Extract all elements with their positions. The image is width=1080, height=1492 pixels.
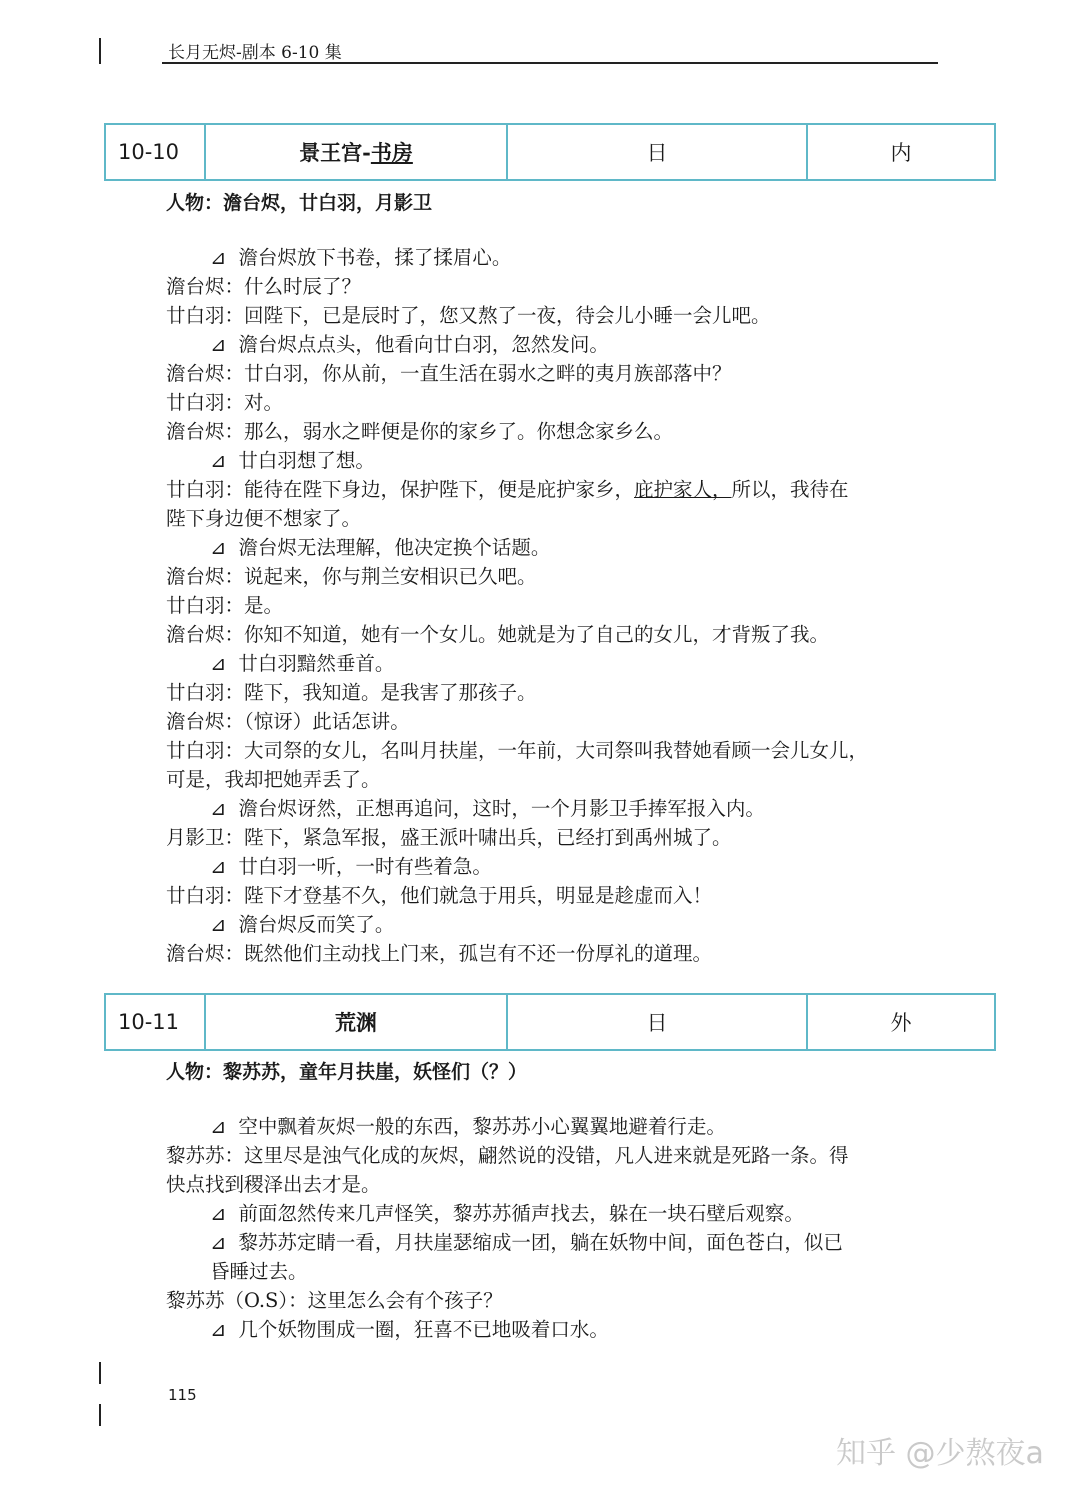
underlined-text: 庇护家人， xyxy=(634,478,732,501)
dialogue-line: 澹台烬：那么，弱水之畔便是你的家乡了。你想念家乡么。 xyxy=(166,420,674,443)
dialogue-line: 澹台烬：什么时辰了？ xyxy=(166,275,362,298)
action-line: ⊿ 澹台烬无法理解，他决定换个话题。 xyxy=(210,536,551,559)
action-line: ⊿ 澹台烬点点头，他看向廿白羽，忽然发问。 xyxy=(210,333,609,356)
page-number: 115 xyxy=(168,1386,197,1404)
action-line: ⊿ 空中飘着灰烬一般的东西，黎苏苏小心翼翼地避着行走。 xyxy=(210,1115,726,1138)
scene-location: 荒渊 xyxy=(206,995,508,1049)
action-line: ⊿ 廿白羽想了想。 xyxy=(210,449,375,472)
dialogue-line: 快点找到稷泽出去才是。 xyxy=(166,1173,381,1196)
dialogue-line: 黎苏苏：这里尽是浊气化成的灰烬，翩然说的没错，凡人进来就是死路一条。得 xyxy=(166,1144,849,1167)
action-marker-icon: ⊿ xyxy=(210,1115,227,1138)
action-line: ⊿ 澹台烬放下书卷，揉了揉眉心。 xyxy=(210,246,512,269)
scene-time: 日 xyxy=(508,995,808,1049)
action-marker-icon: ⊿ xyxy=(210,536,227,559)
scene-time: 日 xyxy=(508,125,808,179)
margin-mark-top xyxy=(99,38,101,64)
scene-characters: 人物：澹台烬，廿白羽，月影卫 xyxy=(166,192,433,214)
dialogue-line: 廿白羽：大司祭的女儿，名叫月扶崖，一年前，大司祭叫我替她看顾一会儿女儿， xyxy=(166,739,869,762)
action-line-continued: 昏睡过去。 xyxy=(210,1260,308,1283)
dialogue-line: 陛下身边便不想家了。 xyxy=(166,507,362,530)
action-line: ⊿ 廿白羽一听，一时有些着急。 xyxy=(210,855,492,878)
scene-body-10-10 xyxy=(166,243,946,968)
action-marker-icon: ⊿ xyxy=(210,333,227,356)
watermark: 知乎 @少熬夜a xyxy=(836,1436,1044,1471)
action-marker-icon: ⊿ xyxy=(210,913,227,936)
action-marker-icon: ⊿ xyxy=(210,1202,227,1225)
action-marker-icon: ⊿ xyxy=(210,1318,227,1341)
scene-characters: 人物：黎苏苏，童年月扶崖，妖怪们（？） xyxy=(166,1061,528,1083)
action-line: ⊿ 澹台烬讶然，正想再追问，这时，一个月影卫手捧军报入内。 xyxy=(210,797,765,820)
header-title: 长月无烬-剧本 6-10 集 xyxy=(168,43,342,63)
scene-interior-exterior: 内 xyxy=(890,141,912,165)
header-rule xyxy=(162,62,938,64)
action-marker-icon: ⊿ xyxy=(210,449,227,472)
action-line: ⊿ 廿白羽黯然垂首。 xyxy=(210,652,395,675)
dialogue-line: 廿白羽：回陛下，已是辰时了，您又熬了一夜，待会儿小睡一会儿吧。 xyxy=(166,304,771,327)
scene-heading-10-11 xyxy=(104,993,996,1051)
scene-location xyxy=(206,125,508,179)
action-marker-icon: ⊿ xyxy=(210,246,227,269)
scene-location-sub: 书房 xyxy=(370,140,413,165)
action-line: ⊿ 几个妖物围成一圈，狂喜不已地吸着口水。 xyxy=(210,1318,609,1341)
dialogue-line: 廿白羽：陛下才登基不久，他们就急于用兵，明显是趁虚而入！ xyxy=(166,884,713,907)
scene-body-10-11 xyxy=(166,1112,946,1344)
dialogue-line: 澹台烬：你知不知道，她有一个女儿。她就是为了自己的女儿，才背叛了我。 xyxy=(166,623,830,646)
dialogue-line: 澹台烬：廿白羽，你从前，一直生活在弱水之畔的夷月族部落中？ xyxy=(166,362,732,385)
dialogue-line: 廿白羽：对。 xyxy=(166,391,284,414)
dialogue-line: 黎苏苏（O.S）：这里怎么会有个孩子？ xyxy=(166,1289,503,1312)
action-line: ⊿ 黎苏苏定睛一看，月扶崖瑟缩成一团，躺在妖物中间，面色苍白，似已 xyxy=(210,1231,843,1254)
scene-number: 10-11 xyxy=(106,995,206,1049)
action-marker-icon: ⊿ xyxy=(210,855,227,878)
action-marker-icon: ⊿ xyxy=(210,1231,227,1254)
scene-number: 10-10 xyxy=(106,125,206,179)
dialogue-line: 澹台烬：（惊讶）此话怎讲。 xyxy=(166,710,410,733)
action-marker-icon: ⊿ xyxy=(210,797,227,820)
scene-heading-10-10 xyxy=(104,123,996,181)
dialogue-line: 可是，我却把她弄丢了。 xyxy=(166,768,381,791)
action-line: ⊿ 前面忽然传来几声怪笑，黎苏苏循声找去，躲在一块石壁后观察。 xyxy=(210,1202,804,1225)
scene-location-main: 景王宫- xyxy=(299,140,371,165)
dialogue-line: 廿白羽：能待在陛下身边，保护陛下，便是庇护家乡，庇护家人，所以，我待在 xyxy=(166,478,849,501)
dialogue-line: 澹台烬：说起来，你与荆兰安相识已久吧。 xyxy=(166,565,537,588)
scene-interior-exterior: 外 xyxy=(890,1011,912,1035)
dialogue-line: 月影卫：陛下，紧急军报，盛王派叶啸出兵，已经打到禹州城了。 xyxy=(166,826,732,849)
action-marker-icon: ⊿ xyxy=(210,652,227,675)
dialogue-line: 廿白羽：陛下，我知道。是我害了那孩子。 xyxy=(166,681,537,704)
dialogue-line: 廿白羽：是。 xyxy=(166,594,284,617)
margin-mark-bottom-1 xyxy=(99,1362,101,1384)
dialogue-line: 澹台烬：既然他们主动找上门来，孤岂有不还一份厚礼的道理。 xyxy=(166,942,713,965)
action-line: ⊿ 澹台烬反而笑了。 xyxy=(210,913,395,936)
margin-mark-bottom-2 xyxy=(99,1404,101,1426)
